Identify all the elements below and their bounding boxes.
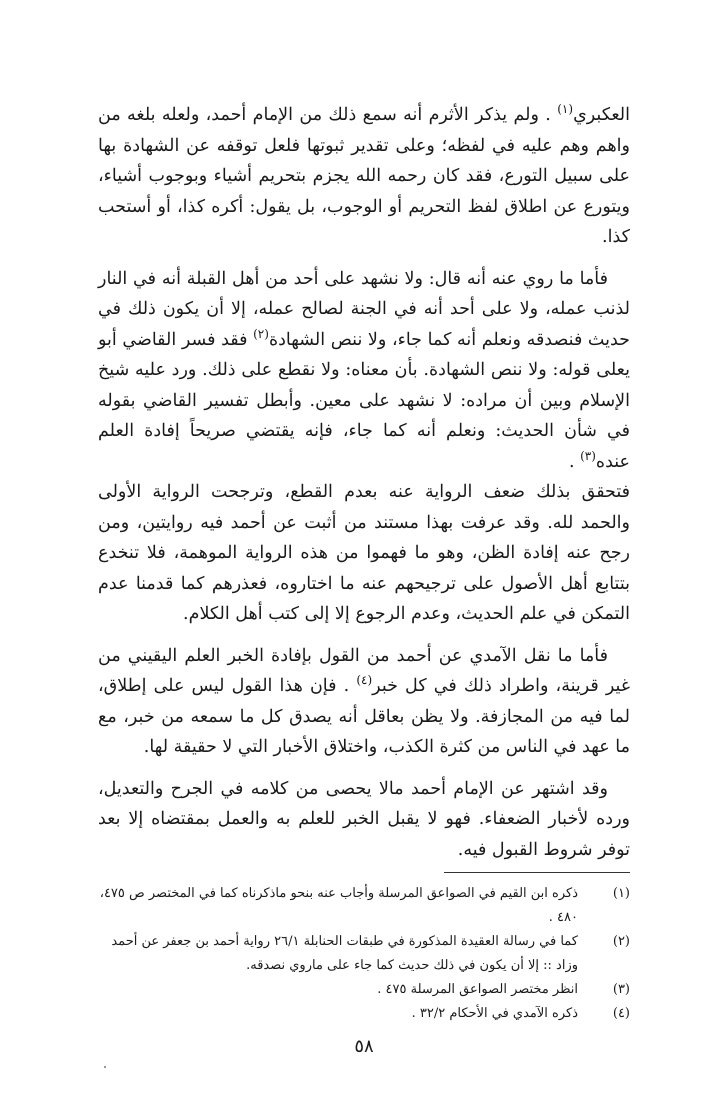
footnote-3 [86,978,630,1002]
footnote-text: انظر مختصر الصواعق المرسلة ٤٧٥ . [377,982,578,997]
footnote-divider [444,872,630,873]
body-text [98,100,630,865]
paragraph-text: وقد اشتهر عن الإمام أحمد مالا يحصى من كلامه في الجرح والتعديل، ورده لأخبار الضعفاء. فهو لا يقبل الخبر للعلم به والعمل بمقتضاه إلا بعد توفر شروط القبول فيه. [98,778,630,860]
footnote-ref-3: (٣) [580,448,596,463]
paragraph-1 [98,100,630,253]
footnote-4 [86,1002,630,1026]
paragraph-text: . ولم يذكر الأثرم أنه سمع ذلك من الإمام أحمد، ولعله بلغه من واهم وهم عليه في لفظه؛ وعلى تقدير ثبوتها فلعل توقفه عن الشهادة بها على سبيل التورع، فقد كان رحمه الله يجزم بتحريم أشياء وبوجوب أشياء، ويتورع عن اطلاق لفظ التحريم أو الوجوب، بل يقول: أكره كذا، أو أستحب كذا. [98,105,630,247]
paragraph-3 [98,477,630,630]
footnote-number: (١) [612,886,630,901]
paragraph-4 [98,641,630,763]
footnote-number: (٢) [612,934,630,949]
footnote-text: كما في رسالة العقيدة المذكورة في طبقات الحنابلة ٢٦/١ رواية أحمد بن جعفر عن أحمد وزاد :: إلا أن يكون في ذلك حديث كما جاء على ماروي نصدقه. [111,934,578,973]
footnote-number: (٤) [612,1006,630,1021]
paragraph-text: . فإن هذا القول ليس على إطلاق، لما فيه من المجازفة. ولا يظن بعاقل أنه يصدق كل ما سمعه من خبر، مع ما عهد في الناس من كثرة الكذب، واختلاق الأخبار التي لا حقيقة لها. [98,676,630,757]
footnote-ref-4: (٤) [356,673,373,688]
footnote-ref-2: (٢) [253,326,269,341]
footnotes [86,882,630,1026]
paragraph-2 [98,264,630,478]
paragraph-text: فأما ما نقل الآمدي عن أحمد من القول بإفادة الخبر العلم اليقيني من غير قرينة، واطراد ذلك في كل خبر [98,645,630,696]
paragraph-text: . [568,451,581,472]
paragraph-text: فأما ما روي عنه أنه قال: ولا نشهد على أحد من أهل القبلة أنه في النار لذنب عمله، ولا على أحد أنه في الجنة لصالح عمله، إلا أن يكون ذلك في حديث فنصدقه ونعلم أنه كما جاء، ولا ننص الشهادة [98,268,630,350]
paragraph-text: فقد فسر القاضي أبو يعلى قوله: ولا ننص الشهادة. بأن معناه: ولا نقطع على ذلك. ورد عليه شيخ الإسلام وبين أن مراده: لا نشهد على معين. وأبطل تفسير القاضي بقوله في شأن الحديث: ونعلم أنه كما جاء، فإنه يقتضي صريحاً إفادة العلم عنده [98,329,630,472]
footnote-text: ذكره الآمدي في الأحكام ٣٢/٢ . [411,1006,578,1021]
footnote-text: ذكره ابن القيم في الصواعق المرسلة وأجاب عنه بنحو ماذكرناه كما في المختصر ص ٤٧٥، ٤٨٠ . [99,886,578,925]
footnote-number: (٣) [612,982,630,997]
footnote-1 [86,882,630,930]
paragraph-text: فتحقق بذلك ضعف الرواية عنه بعدم القطع، وترجحت الرواية الأولى والحمد لله. وقد عرفت بهذا مستند من أثبت عن أحمد فيه روايتين، ومن رجح عنه إفادة الظن، وهو ما فهموا من هذه الرواية الموهمة، فلا تنخدع بتتابع أهل الأصول على ترجيحهم عنه ما اختاروه، فعذرهم كما قدمنا عدم التمكن في علم الحديث، وعدم الرجوع إلا إلى كتب أهل الكلام. [98,482,630,624]
paragraph-5 [98,774,630,866]
scan-speck [104,1066,106,1068]
page-number: ٥٨ [354,1036,374,1057]
footnote-ref-1: (١) [557,102,574,117]
footnote-2 [86,930,630,978]
paragraph-text: العكبري [573,105,630,125]
